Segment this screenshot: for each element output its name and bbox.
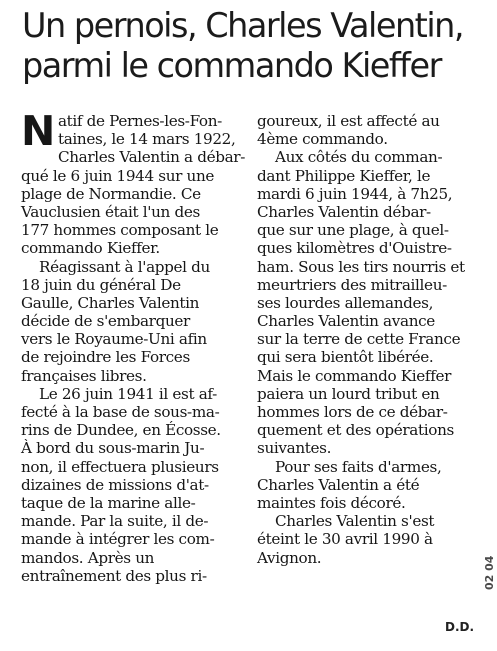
text-line: Mais le commando Kieffer <box>257 366 452 385</box>
text-line: 18 juin du général De <box>21 275 181 294</box>
text-line: Le 26 juin 1941 il est af- <box>39 384 217 403</box>
text-line: de rejoindre les Forces <box>21 348 190 367</box>
text-line: Pour ses faits d'armes, <box>275 457 442 476</box>
text-line: 177 hommes composant le <box>21 221 219 240</box>
text-line: vers le Royaume-Uni afin <box>21 330 207 349</box>
text-line: mardi 6 juin 1944, à 7h25, <box>257 184 453 203</box>
author-byline: D.D. <box>445 620 475 634</box>
text-line: non, il effectuera plusieurs <box>21 457 219 476</box>
text-line: Charles Valentin s'est <box>275 512 435 531</box>
headline-line-2: parmi le commando Kieffer <box>22 46 441 85</box>
side-stamp-text: 02 04 <box>483 555 496 590</box>
text-line: qui sera bientôt libérée. <box>257 348 434 367</box>
text-line: plage de Normandie. Ce <box>21 184 201 203</box>
text-line: ses lourdes allemandes, <box>257 293 434 312</box>
text-line: françaises libres. <box>21 366 147 385</box>
text-line: fecté à la base de sous-ma- <box>21 403 220 421</box>
text-line: Charles Valentin débar- <box>257 202 431 221</box>
text-line: Avignon. <box>257 548 322 567</box>
text-line: dant Philippe Kieffer, le <box>257 166 431 185</box>
article-column-left <box>21 107 245 585</box>
text-line: dizaines de missions d'at- <box>21 475 209 494</box>
text-line: sur la terre de cette France <box>257 330 461 349</box>
text-line: décide de s'embarquer <box>21 312 190 331</box>
text-line: rins de Dundee, en Écosse. <box>21 421 221 440</box>
text-line: suivantes. <box>257 439 332 458</box>
drop-cap: N <box>21 107 55 155</box>
text-line: quement et des opérations <box>257 421 454 440</box>
text-line: mande. Par la suite, il de- <box>21 512 209 531</box>
side-stamp <box>483 555 497 650</box>
text-line: éteint le 30 avril 1990 à <box>257 530 433 549</box>
text-line: paiera un lourd tribut en <box>257 384 440 403</box>
text-line: mande à intégrer les com- <box>21 530 215 549</box>
text-line: meurtriers des mitrailleu- <box>257 275 447 294</box>
text-line: atif de Pernes-les-Fon- <box>57 112 222 130</box>
text-line: Gaulle, Charles Valentin <box>21 293 200 312</box>
text-line: entraînement des plus ri- <box>21 566 207 585</box>
text-line: taines, le 14 mars 1922, <box>57 130 236 149</box>
text-line: commando Kieffer. <box>21 239 160 258</box>
text-line: hommes lors de ce débar- <box>257 403 448 421</box>
text-line: taque de la marine alle- <box>21 493 196 512</box>
text-line: que sur une plage, à quel- <box>257 221 449 240</box>
text-line: 4ème commando. <box>257 130 388 149</box>
article-headline <box>22 6 492 86</box>
article-column-right <box>257 112 478 567</box>
text-line: Charles Valentin a débar- <box>57 148 245 167</box>
text-line: À bord du sous-marin Ju- <box>21 439 205 458</box>
text-line: ham. Sous les tirs nourris et <box>257 257 465 276</box>
text-line: Aux côtés du comman- <box>275 148 443 167</box>
text-line: ques kilomètres d'Ouistre- <box>257 239 452 258</box>
text-line: goureux, il est affecté au <box>257 112 440 130</box>
text-line: Charles Valentin avance <box>257 312 435 331</box>
text-line: Réagissant à l'appel du <box>39 257 210 276</box>
text-line: Charles Valentin a été <box>257 475 420 494</box>
text-line: mandos. Après un <box>21 548 155 567</box>
text-line: maintes fois décoré. <box>257 493 406 512</box>
text-line: qué le 6 juin 1944 sur une <box>21 166 215 185</box>
headline-line-1: Un pernois, Charles Valentin, <box>22 6 464 45</box>
text-line: Vauclusien était l'un des <box>21 202 200 221</box>
